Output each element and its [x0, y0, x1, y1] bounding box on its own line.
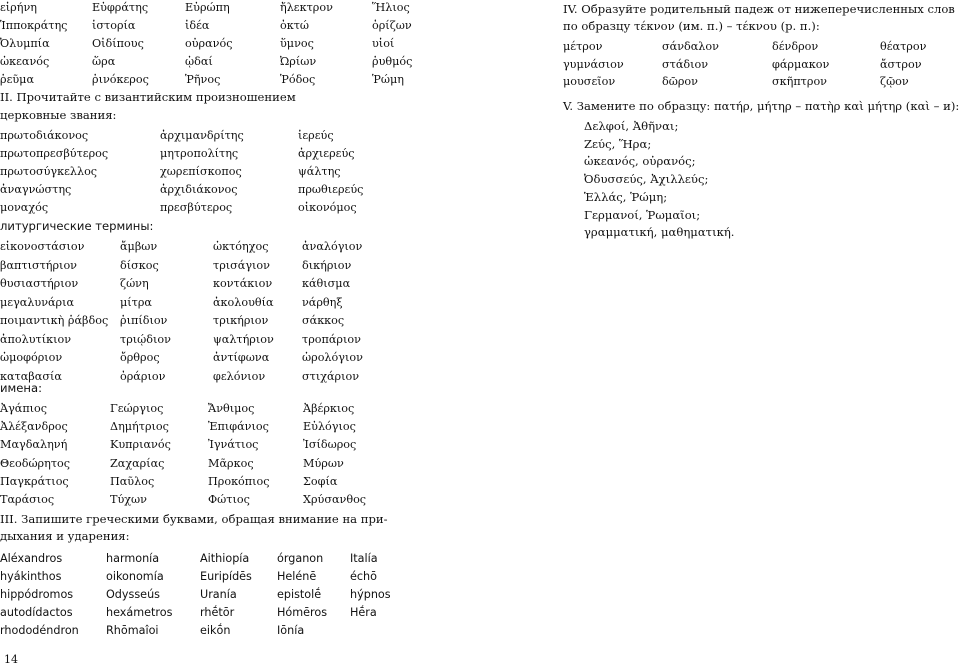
- word: ὀκτώ: [280, 19, 310, 32]
- word: ποιμαντικὴ ῥάβδος: [0, 314, 109, 327]
- word: ἱστορία: [92, 19, 136, 32]
- section-title: IV. Образуйте родительный падеж от нижеперечисленных слов: [563, 2, 955, 16]
- word: oikonomía: [106, 570, 164, 583]
- word: Εὐφράτης: [92, 1, 149, 14]
- word: ψάλτης: [298, 165, 341, 178]
- subsection-label: литургические термины:: [0, 219, 154, 233]
- word: Ἄνθιμος: [208, 402, 255, 415]
- word: Ἰγνάτιος: [208, 438, 259, 452]
- word: hyákinthos: [0, 570, 62, 583]
- word: πρωθιερεύς: [298, 183, 364, 196]
- word: ὕμνος: [280, 37, 314, 50]
- word: ἰδέα: [185, 19, 210, 32]
- word: Odysseús: [106, 588, 160, 601]
- word: Ἥλιος: [372, 1, 410, 14]
- section-title: дыхания и ударения:: [0, 529, 130, 543]
- word: πρωτοσύγκελλος: [0, 165, 98, 178]
- word: eikṓn: [200, 624, 231, 637]
- word: δῶρον: [662, 75, 698, 88]
- word: hexámetros: [106, 606, 173, 619]
- word: Hḗra: [350, 606, 377, 619]
- pair-line: γραμματική, μαθηματική.: [584, 225, 735, 240]
- word: Ὀλυμπία: [0, 37, 50, 50]
- word: Θεοδώρητος: [0, 456, 71, 470]
- word: ζῷον: [880, 75, 909, 88]
- word: δίσκος: [120, 258, 159, 272]
- word: στιχάριον: [302, 369, 360, 383]
- word: πρωτοδιάκονος: [0, 129, 89, 142]
- word: Ἐπιφάνιος: [208, 420, 269, 434]
- section-title: V. Замените по образцу: πατήρ, μήτηρ – πατὴρ καὶ μήτηρ (καὶ – и):: [563, 99, 960, 113]
- word: échō: [350, 570, 377, 583]
- word: καταβασία: [0, 369, 62, 383]
- word: ῥεῦμα: [0, 73, 34, 86]
- word: Οἰδίπους: [92, 37, 144, 50]
- word: ῥιπίδιον: [120, 314, 168, 327]
- word: θυσιαστήριον: [0, 277, 79, 290]
- word: ἀκολουθία: [213, 295, 274, 309]
- word: εἰκονοστάσιον: [0, 240, 85, 253]
- word: ἀναγνώστης: [0, 183, 72, 196]
- word: Γεώργιος: [110, 402, 164, 415]
- word: υἱοί: [372, 37, 395, 50]
- word: Ταράσιος: [0, 493, 55, 506]
- word: Ἀγάπιος: [0, 402, 48, 415]
- word: ὀράριον: [120, 369, 166, 383]
- word: τριῴδιον: [120, 332, 171, 346]
- pair-line: Δελφοί, Ἀθῆναι;: [584, 119, 679, 133]
- word: Hómēros: [277, 606, 328, 619]
- word: ἀρχιμανδρίτης: [160, 129, 244, 142]
- subsection-label: имена:: [0, 381, 43, 395]
- pair-line: ὠκεανός, οὐρανός;: [584, 154, 696, 169]
- word: ῥυθμός: [372, 55, 413, 68]
- word: Χρύσανθος: [303, 493, 367, 506]
- word: νάρθηξ: [302, 295, 343, 309]
- word: δένδρον: [772, 40, 819, 53]
- word: οἰκονόμος: [298, 201, 357, 214]
- word: Ἱπποκράτης: [0, 19, 68, 32]
- word: μεγαλυνάρια: [0, 295, 75, 309]
- word: Ῥόδος: [280, 73, 316, 86]
- word: Euripídēs: [200, 570, 252, 583]
- word: ὠκτόηχος: [213, 240, 269, 253]
- word: órganon: [277, 552, 324, 565]
- word: Ἀβέρκιος: [303, 402, 355, 415]
- word: ζώνη: [120, 277, 149, 290]
- word: μοναχός: [0, 201, 49, 214]
- word: τρισάγιον: [213, 258, 270, 272]
- word: μουσεῖον: [563, 75, 616, 88]
- section-title: церковные звания:: [0, 108, 117, 122]
- word: rhḗtōr: [200, 606, 235, 619]
- word: φελόνιον: [213, 369, 266, 383]
- word: σάκκος: [302, 314, 345, 327]
- word: Παῦλος: [110, 474, 155, 488]
- word: μητροπολίτης: [160, 147, 239, 160]
- word: Τύχων: [110, 493, 147, 506]
- word: Ῥώμη: [372, 73, 404, 86]
- word: σκῆπτρον: [772, 75, 827, 88]
- word: Ἰσίδωρος: [303, 438, 357, 452]
- word: ψαλτήριον: [213, 332, 274, 346]
- word: ᾠδαί: [185, 55, 213, 68]
- word: ἱερεύς: [298, 129, 334, 142]
- word: φάρμακον: [772, 57, 830, 71]
- word: ὠκεανός: [0, 55, 50, 68]
- word: Κυπριανός: [110, 438, 171, 452]
- word: harmonía: [106, 552, 160, 565]
- word: Παγκράτιος: [0, 474, 69, 488]
- word: δικήριον: [302, 258, 352, 272]
- word: ἀπολυτίκιον: [0, 332, 72, 346]
- word: Προκόπιος: [208, 474, 270, 488]
- word: κάθισμα: [302, 277, 351, 290]
- word: Σοφία: [303, 474, 338, 488]
- word: Italía: [350, 552, 378, 565]
- word: μέτρον: [563, 40, 603, 53]
- word: ἤλεκτρον: [280, 1, 333, 14]
- word: Ῥῆνος: [185, 73, 221, 86]
- word: θέατρον: [880, 40, 927, 53]
- word: ὡρολόγιον: [302, 351, 363, 364]
- word: Εὐρώπη: [185, 1, 230, 14]
- section-title: II. Прочитайте с византийским произношением: [0, 90, 296, 104]
- word: Uranía: [200, 588, 237, 601]
- word: οὐρανός: [185, 37, 233, 50]
- word: Iōnía: [277, 624, 305, 637]
- word: σάνδαλον: [662, 40, 719, 53]
- word: πρεσβύτερος: [160, 201, 233, 214]
- section-title: по образцу τέκνον (им. п.) – τέκνου (р. п.):: [563, 19, 820, 33]
- word: τρικήριον: [213, 314, 269, 327]
- word: ὥρα: [92, 55, 116, 68]
- word: ὠμοφόριον: [0, 351, 63, 364]
- word: Μαγδαληνή: [0, 438, 68, 452]
- pair-line: Ὀδυσσεύς, Ἀχιλλεύς;: [584, 172, 709, 187]
- word: εἰρήνη: [0, 1, 37, 14]
- word: Ζαχαρίας: [110, 456, 165, 470]
- word: ὄρθρος: [120, 351, 160, 364]
- word: Φώτιος: [208, 493, 250, 506]
- word: Aléxandros: [0, 552, 63, 565]
- word: γυμνάσιον: [563, 57, 624, 71]
- word: τροπάριον: [302, 332, 361, 346]
- word: Rhōmaîoi: [106, 624, 159, 637]
- word: hippódromos: [0, 588, 74, 601]
- word: χωρεπίσκοπος: [160, 165, 242, 178]
- word: ἀρχιδιάκονος: [160, 183, 238, 196]
- pair-line: Ἑλλάς, Ῥώμη;: [584, 189, 668, 204]
- word: rhododéndron: [0, 624, 79, 637]
- word: epistolḗ: [277, 588, 322, 601]
- word: Εὐλόγιος: [303, 420, 356, 434]
- word: στάδιον: [662, 57, 709, 71]
- word: ἄμβων: [120, 240, 158, 253]
- word: βαπτιστήριον: [0, 258, 77, 272]
- word: Helénē: [277, 570, 317, 583]
- word: ἀντίφωνα: [213, 351, 270, 364]
- section-title: III. Запишите греческими буквами, обращая внимание на при-: [0, 512, 388, 526]
- page-number: 14: [4, 653, 18, 666]
- word: ἀρχιερεύς: [298, 147, 355, 160]
- word: Ἀλέξανδρος: [0, 420, 68, 434]
- word: ἀναλόγιον: [302, 240, 363, 253]
- pair-line: Ζεύς, Ἥρα;: [584, 136, 652, 151]
- word: Μᾶρκος: [208, 456, 254, 470]
- word: Aithiopía: [200, 552, 250, 565]
- word: autodídactos: [0, 606, 73, 619]
- word: Ὠρίων: [280, 55, 317, 68]
- word: Δημήτριος: [110, 420, 169, 434]
- word: ἄστρον: [880, 57, 922, 71]
- pair-line: Γερμανοί, Ῥωμαῖοι;: [584, 207, 701, 222]
- word: μίτρα: [120, 295, 152, 309]
- word: Μύρων: [303, 456, 344, 470]
- word: ῥινόκερος: [92, 73, 149, 86]
- word: ὁρίζων: [372, 19, 412, 32]
- word: hýpnos: [350, 588, 391, 601]
- word: πρωτοπρεσβύτερος: [0, 147, 109, 160]
- word: κοντάκιον: [213, 277, 273, 290]
